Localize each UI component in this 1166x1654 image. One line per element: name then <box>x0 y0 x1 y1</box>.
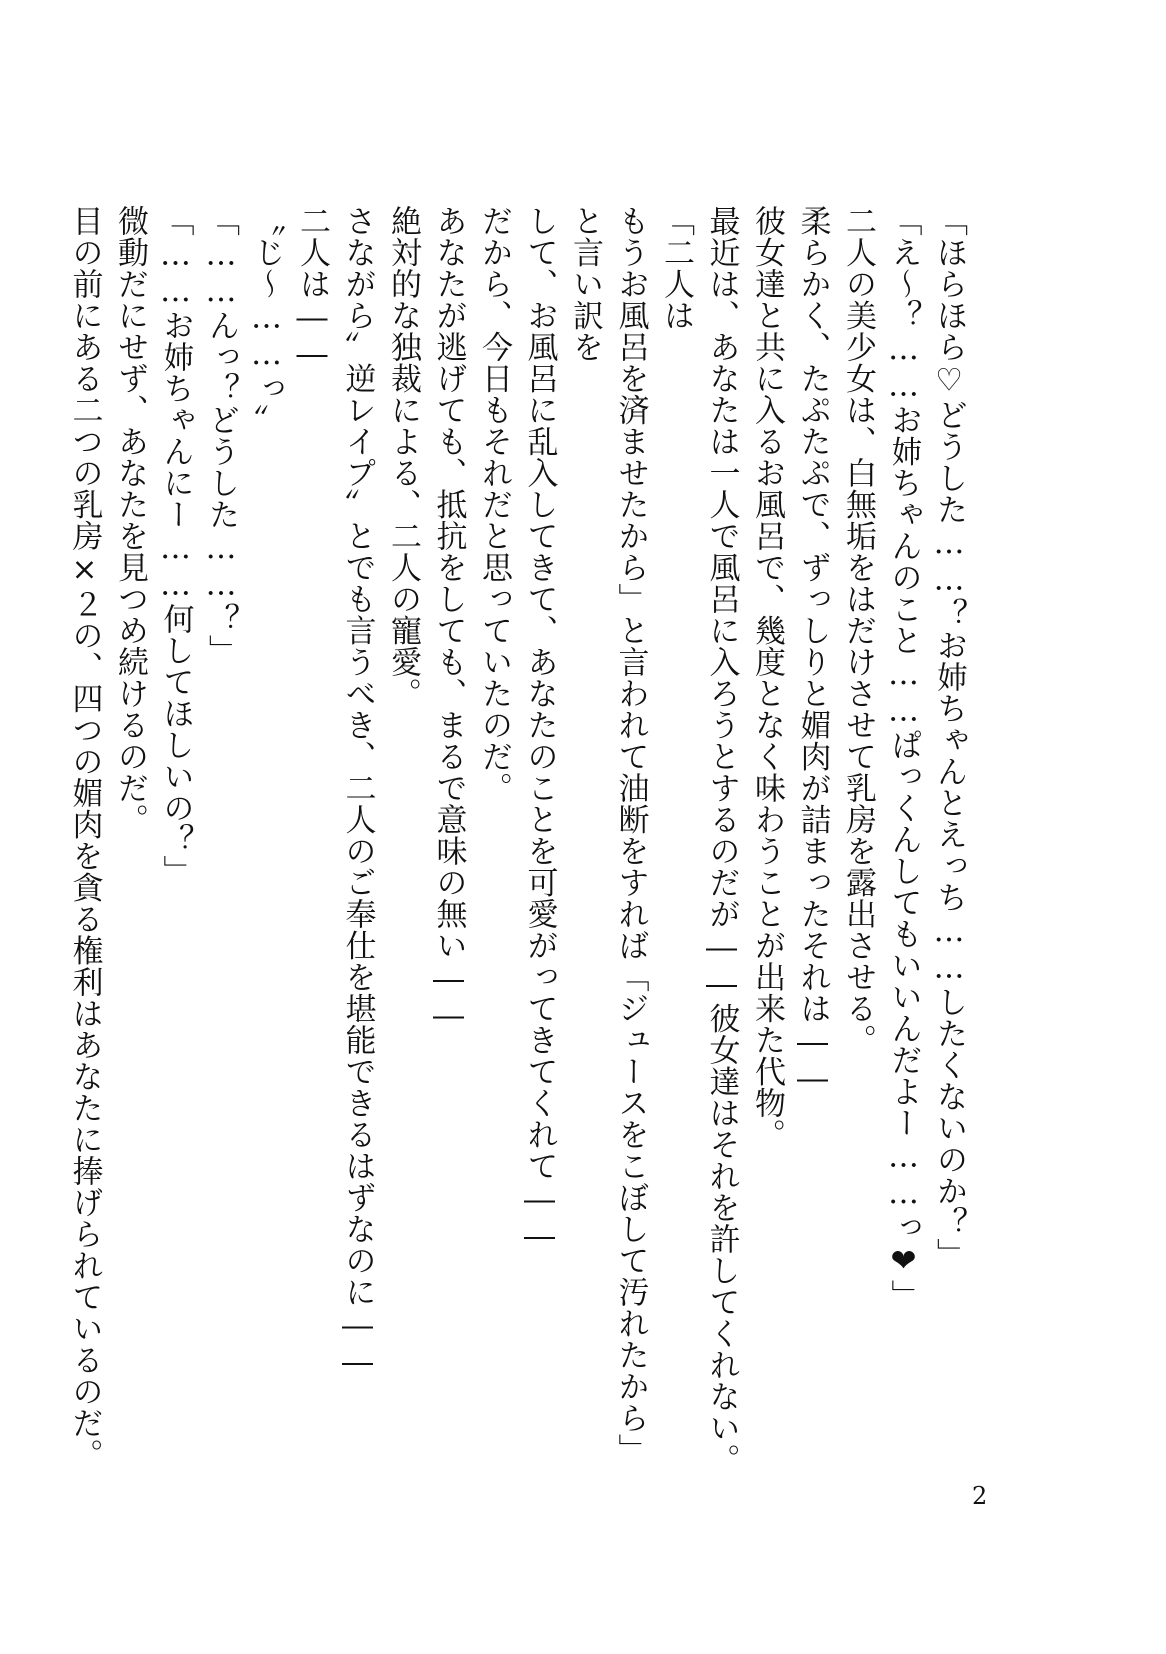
text-line-7: もうお風呂を済ませたから」と言われて油断をすれば「ジュースをこぼして汚れたから」と言い訳を <box>567 205 649 1465</box>
text-line-13: 二人は―― <box>294 205 330 373</box>
text-line-2: 「え～？……お姉ちゃんのこと……ぱっくんしてもいいんだよー……っ❤」 <box>885 205 922 1311</box>
text-line-15: 「……んっ？どうした……？」 <box>203 205 239 666</box>
vertical-text-body <box>66 205 971 1495</box>
text-line-6: 最近は、あなたは一人で風呂に入ろうとするのだが――彼女達はそれを許してくれない。「二人は <box>658 205 740 1475</box>
text-line-3: 二人の美少女は、白無垢をはだけさせて乳房を露出させる。 <box>840 205 876 1056</box>
text-line-17: 微動だにせず、あなたを見つめ続けるのだ。 <box>112 205 148 835</box>
text-line-5: 彼女達と共に入るお風呂で、幾度となく味わうことが出来た代物。 <box>749 205 785 1150</box>
text-line-10: あなたが逃げても、抵抗をしても、まるで意味の無い―― <box>430 205 467 1034</box>
text-line-14: 〝じ～……っ〟 <box>248 205 285 436</box>
text-line-1: 「ほらほら♡どうした……？お姉ちゃんとえっち……したくないのか？」 <box>931 205 967 1270</box>
text-line-16: 「……お姉ちゃんにー……何してほしいの？」 <box>157 205 194 887</box>
text-line-11: 絶対的な独裁による、二人の寵愛。 <box>385 205 421 709</box>
page-number: 2 <box>972 1482 988 1510</box>
text-line-8: して、お風呂に乱入してきて、あなたのことを可愛がってきてくれて―― <box>521 205 558 1255</box>
text-line-4: 柔らかく、たぷたぷで、ずっしりと媚肉が詰まったそれは―― <box>794 205 831 1097</box>
text-line-9: だから、今日もそれだと思っていたのだ。 <box>476 205 512 804</box>
text-line-18: 目の前にある二つの乳房×２の、四つの媚肉を貪る権利はあなたに捧げられているのだ。 <box>66 205 103 1470</box>
text-line-12: さながら〞逆レイプ〟とでも言うべき、二人のご奉仕を堪能できるはずなのに―― <box>339 205 376 1381</box>
